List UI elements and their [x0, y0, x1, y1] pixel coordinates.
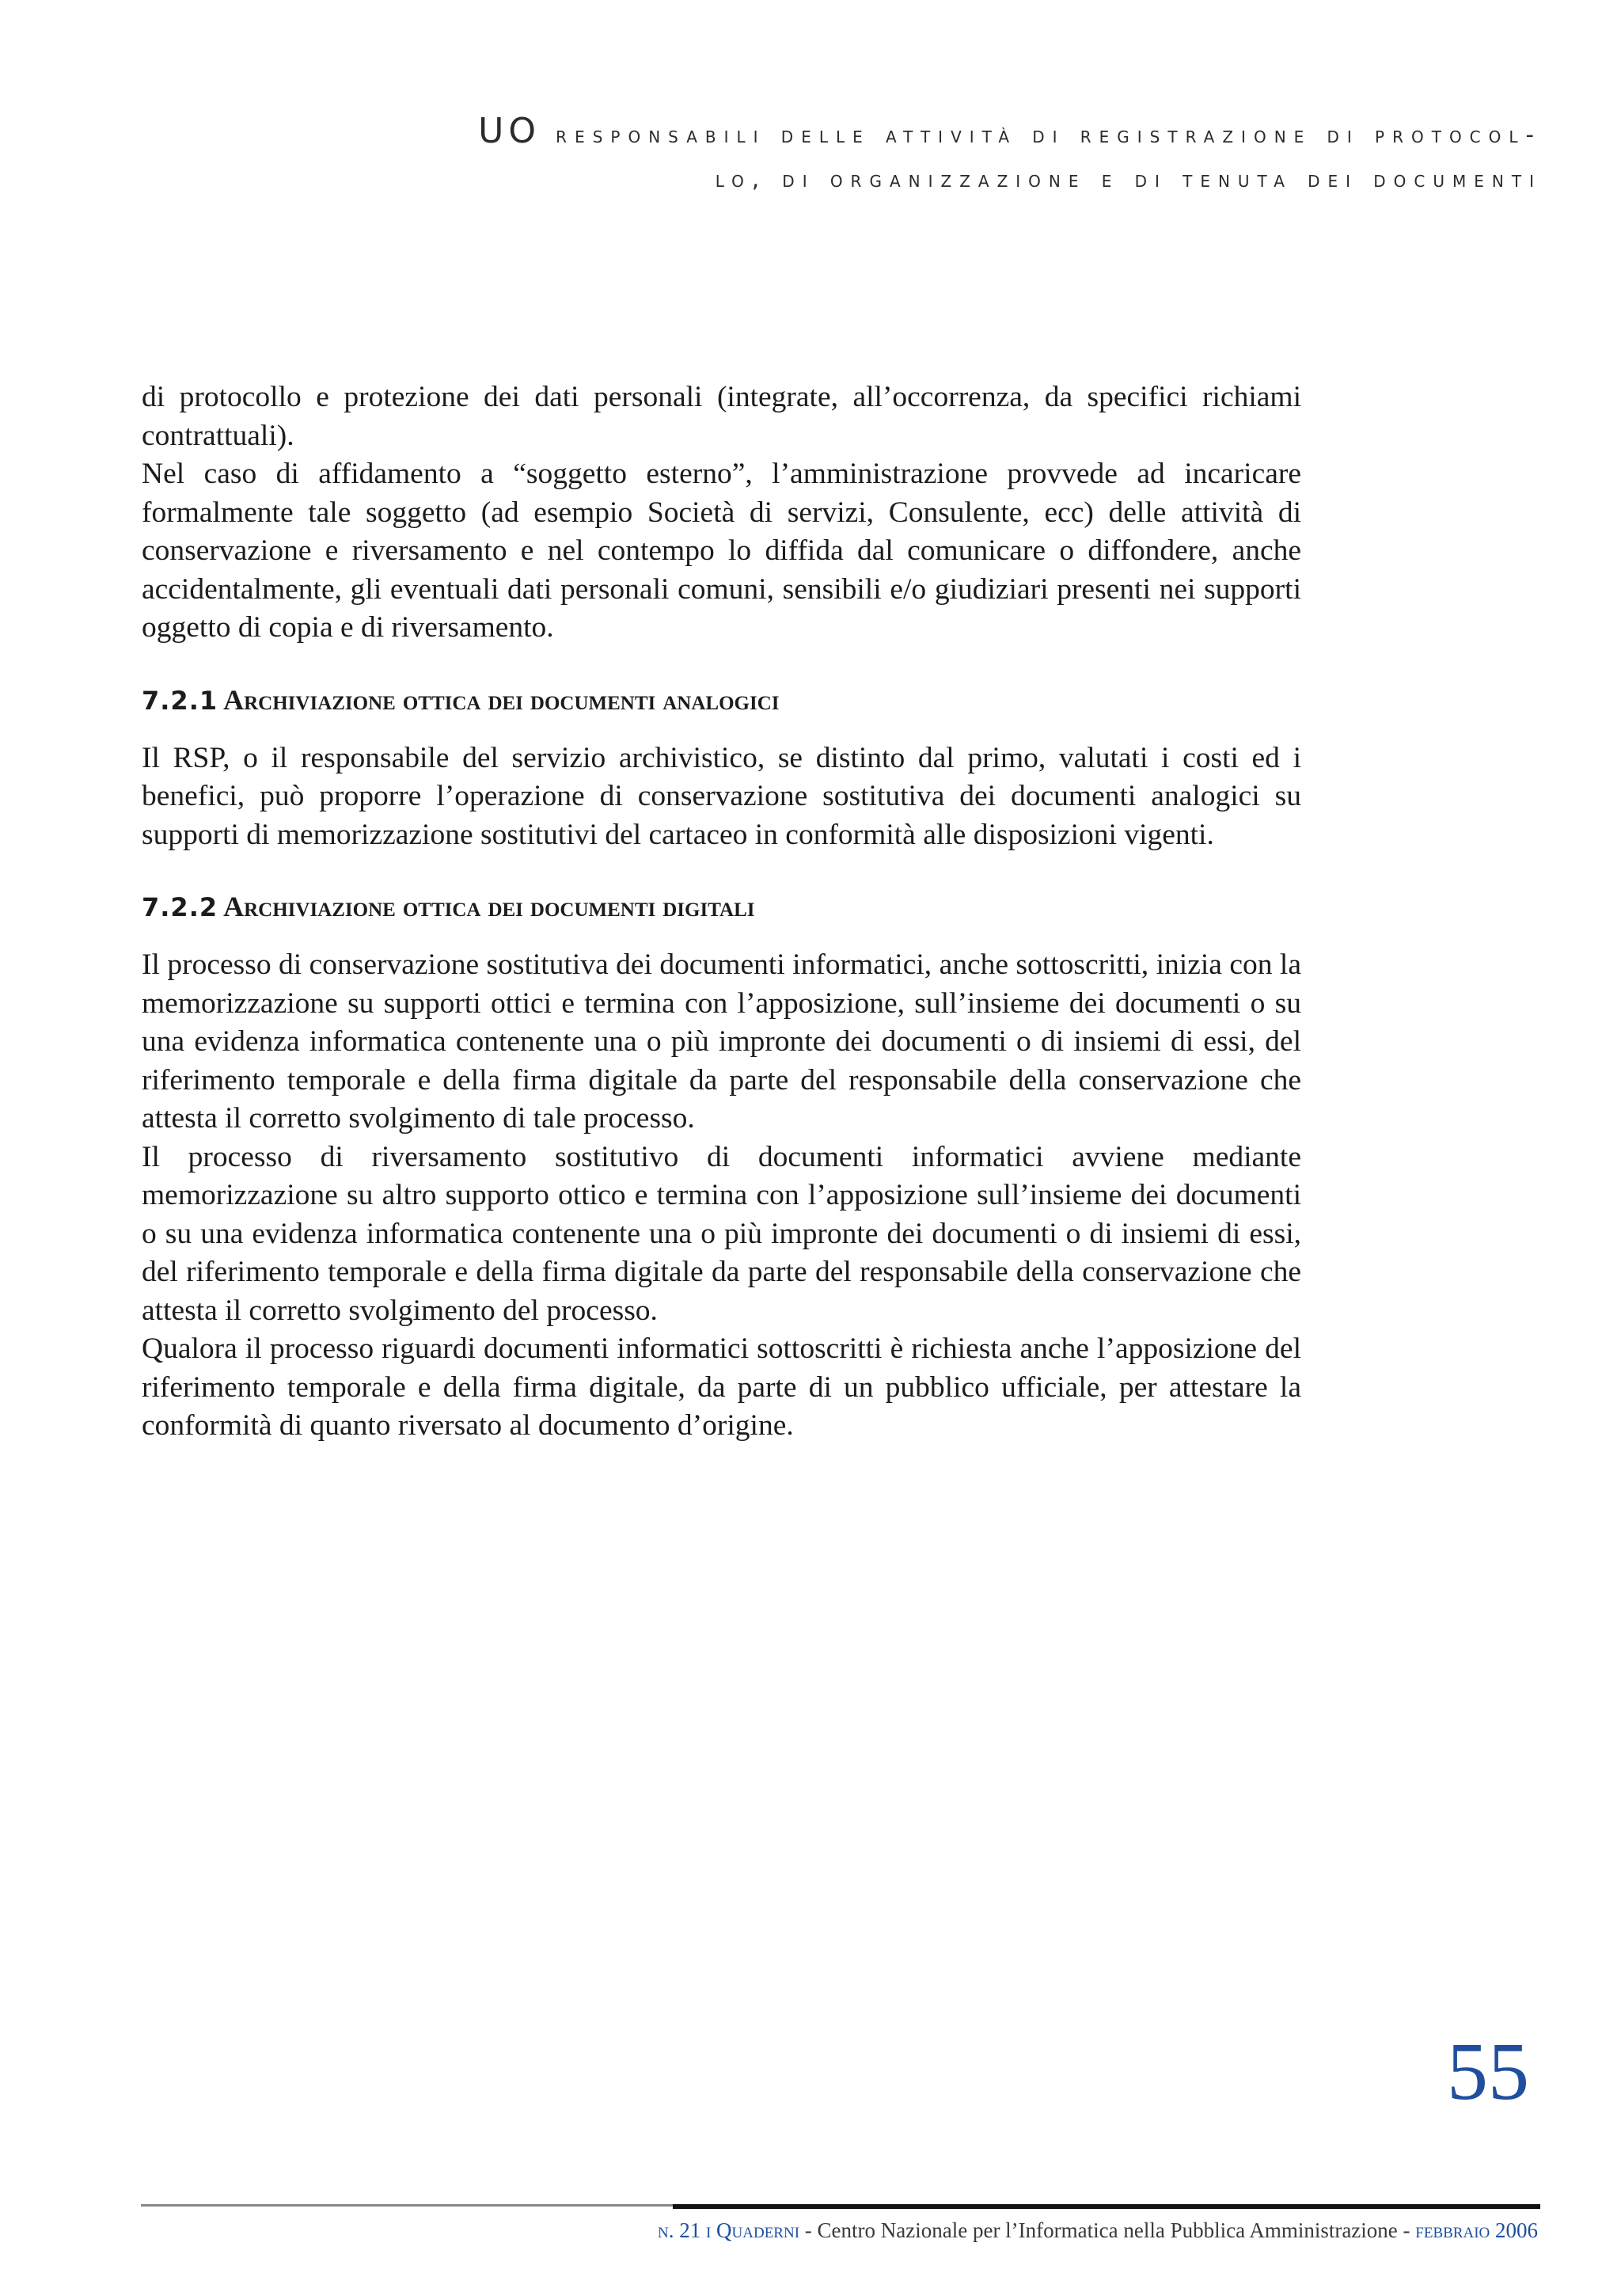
paragraph-intro-2: Nel caso di affidamento a “soggetto esterno”, l’amministrazione provvede ad incaricare formalmente tale soggetto (ad esempio Società di servizi, Consulente, ecc) delle attività di conservazione e riversamento e nel contempo lo diffida dal comunicare o diffondere, anche accidentalmente, gli eventuali dati personali comuni, sensibili e/o giudiziari presenti nei supporti oggetto di copia e di riversamento.: [142, 458, 1301, 644]
section-number: 7.2.1: [142, 685, 218, 716]
section-heading-7-2-2: [142, 888, 1301, 926]
running-header-text1: responsabili delle attività di registrazione di protocol-: [556, 121, 1542, 148]
running-header: [78, 109, 1542, 201]
paragraph-intro-1: di protocollo e protezione dei dati personali (integrate, all’occorrenza, da specifici richiami contrattuali).: [142, 381, 1301, 452]
section-heading-7-2-1: [142, 681, 1301, 720]
body-text: [142, 378, 1301, 1446]
paragraph-7-2-2-1: Il processo di conservazione sostitutiva dei documenti informatici, anche sottoscritti, inizia con la memorizzazione su supporti ottici e termina con l’apposizione, sull’insieme dei documenti o su una evidenza informatica contenente una o più impronte dei documenti o di insiemi di essi, del riferimento temporale e della firma digitale da parte del responsabile della conservazione che attesta il corretto svolgimento di tale processo.: [142, 948, 1301, 1135]
footer-separator: -: [799, 2218, 818, 2242]
running-header-line1: [78, 109, 1542, 157]
section-title: Archiviazione ottica dei documenti analogici: [223, 683, 780, 716]
footer-issue: n. 21 i Quaderni: [657, 2218, 800, 2242]
running-header-line2: lo, di organizzazione e di tenuta dei documenti: [715, 165, 1542, 192]
footer-date: febbraio 2006: [1415, 2218, 1538, 2242]
paragraph-7-2-2-2: Il processo di riversamento sostitutivo di documenti informatici avviene mediante memorizzazione su altro supporto ottico e termina con l’apposizione sull’insieme dei documenti o su una evidenza informatica contenente una o più impronte dei documenti o di insiemi di essi, del riferimento temporale e della firma digitale da parte del responsabile della conservazione che attesta il corretto svolgimento del processo.: [142, 1140, 1301, 1327]
paragraph-7-2-2-3: Qualora il processo riguardi documenti informatici sottoscritti è richiesta anche l’apposizione del riferimento temporale e della firma digitale, da parte di un pubblico ufficiale, per attestare la conformità di quanto riversato al documento d’origine.: [142, 1332, 1301, 1442]
page-number: 55: [1447, 2026, 1529, 2117]
footer-divider: [141, 2204, 1540, 2207]
section-title: Archiviazione ottica dei documenti digitali: [223, 891, 755, 922]
footer-separator: -: [1397, 2218, 1416, 2242]
footer: [658, 2218, 1538, 2243]
paragraph-7-2-1-1: Il RSP, o il responsabile del servizio archivistico, se distinto dal primo, valutati i costi ed i benefici, può proporre l’operazione di conservazione sostitutiva dei documenti analogici su supporti di memorizzazione sostitutivi del cartaceo in conformità alle disposizioni vigenti.: [142, 741, 1301, 851]
running-header-prefix: UO: [478, 111, 541, 151]
section-number: 7.2.2: [142, 892, 218, 922]
footer-publisher: Centro Nazionale per l’Informatica nella Pubblica Amministrazione: [817, 2218, 1398, 2242]
